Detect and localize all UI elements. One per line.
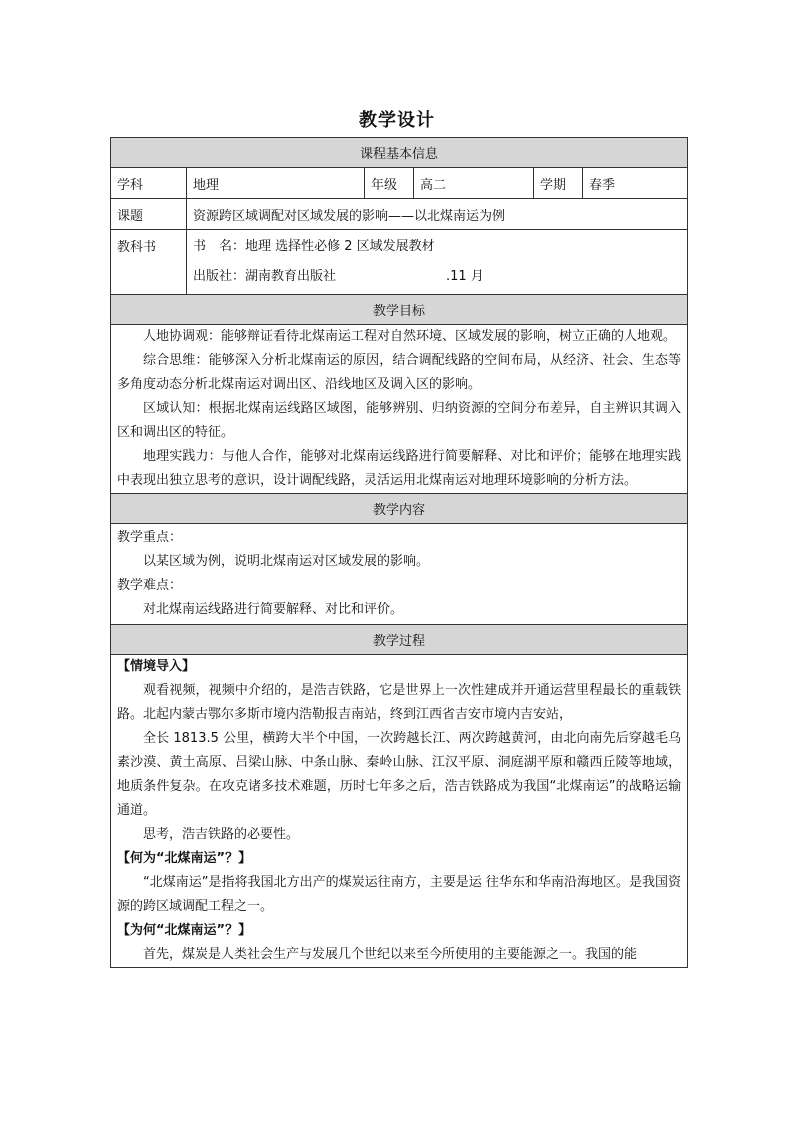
section-header-objectives: 教学目标 <box>111 295 688 325</box>
grade-label: 年级 <box>365 168 414 199</box>
section-header-basic-info: 课程基本信息 <box>111 138 688 168</box>
grade-value: 高二 <box>414 168 534 199</box>
term-value: 春季 <box>583 168 688 199</box>
term-label: 学期 <box>534 168 583 199</box>
process-paragraph: 思考，浩吉铁路的必要性。 <box>143 827 300 842</box>
process-heading: 【情境导入】 <box>117 659 196 674</box>
difficult-points-label: 教学难点： <box>117 578 183 593</box>
objective-paragraph: 人地协调观：能够辩证看待北煤南运工程对自然环境、区域发展的影响，树立正确的人地观。 <box>143 329 677 344</box>
subject-label: 学科 <box>111 168 187 199</box>
objective-paragraph: 综合思维：能够深入分析北煤南运的原因，结合调配线路的空间布局，从经济、社会、生态等多角度动态分析北煤南运对调出区、沿线地区及调入区的影响。 <box>117 353 682 392</box>
topic-label: 课题 <box>111 199 187 230</box>
process-paragraph: 首先，煤炭是人类社会生产与发展几个世纪以来至今所使用的主要能源之一。我国的能 <box>143 947 638 962</box>
publisher: 出版社：湖南教育出版社 <box>193 269 337 284</box>
process-body <box>111 655 688 968</box>
page-title: 教学设计 <box>359 110 435 131</box>
process-heading: 【何为“北煤南运”？】 <box>117 851 252 866</box>
lesson-plan-table <box>110 137 688 968</box>
process-paragraph: 观看视频，视频中介绍的，是浩吉铁路，它是世界上一次性建成并开通运营里程最长的重载铁路。北起内蒙古鄂尔多斯市境内浩勒报吉南站，终到江西省吉安市境内吉安站， <box>117 683 682 722</box>
publisher-line <box>193 262 681 292</box>
publication-date: .11 月 <box>446 269 484 284</box>
section-header-process: 教学过程 <box>111 625 688 655</box>
process-paragraph: “北煤南运”是指将我国北方出产的煤炭运往南方，主要是运 往华东和华南沿海地区。是我国资源的跨区域调配工程之一。 <box>117 875 682 914</box>
objectives-body <box>111 325 688 494</box>
topic-value: 资源跨区域调配对区域发展的影响——以北煤南运为例 <box>187 199 688 230</box>
subject-value: 地理 <box>187 168 365 199</box>
process-paragraph: 全长 1813.5 公里，横跨大半个中国，一次跨越长江、两次跨越黄河，由北向南先后穿越毛乌素沙漠、黄土高原、吕梁山脉、中条山脉、秦岭山脉、江汉平原、洞庭湖平原和赣西丘陵等地域，地质条件复杂。在攻克诸多技术难题，历时七年多之后，浩吉铁路成为我国“北煤南运”的战略运输通道。 <box>117 731 682 818</box>
objective-paragraph: 区域认知：根据北煤南运线路区域图，能够辨别、归纳资源的空间分布差异，自主辨识其调入区和调出区的特征。 <box>117 401 682 440</box>
difficult-points-text: 对北煤南运线路进行简要解释、对比和评价。 <box>143 602 404 617</box>
textbook-label: 教科书 <box>111 230 187 295</box>
content-body <box>111 524 688 625</box>
key-points-label: 教学重点： <box>117 530 183 545</box>
key-points-text: 以某区域为例，说明北煤南运对区域发展的影响。 <box>143 554 430 569</box>
textbook-name: 书 名：地理 选择性必修 2 区域发展教材 <box>193 239 435 254</box>
objective-paragraph: 地理实践力：与他人合作，能够对北煤南运线路进行简要解释、对比和评价；能够在地理实践中表现出独立思考的意识，设计调配线路，灵活运用北煤南运对地理环境影响的分析方法。 <box>117 449 682 488</box>
process-heading: 【为何“北煤南运”？】 <box>117 923 252 938</box>
textbook-info <box>187 230 688 295</box>
section-header-content: 教学内容 <box>111 494 688 524</box>
